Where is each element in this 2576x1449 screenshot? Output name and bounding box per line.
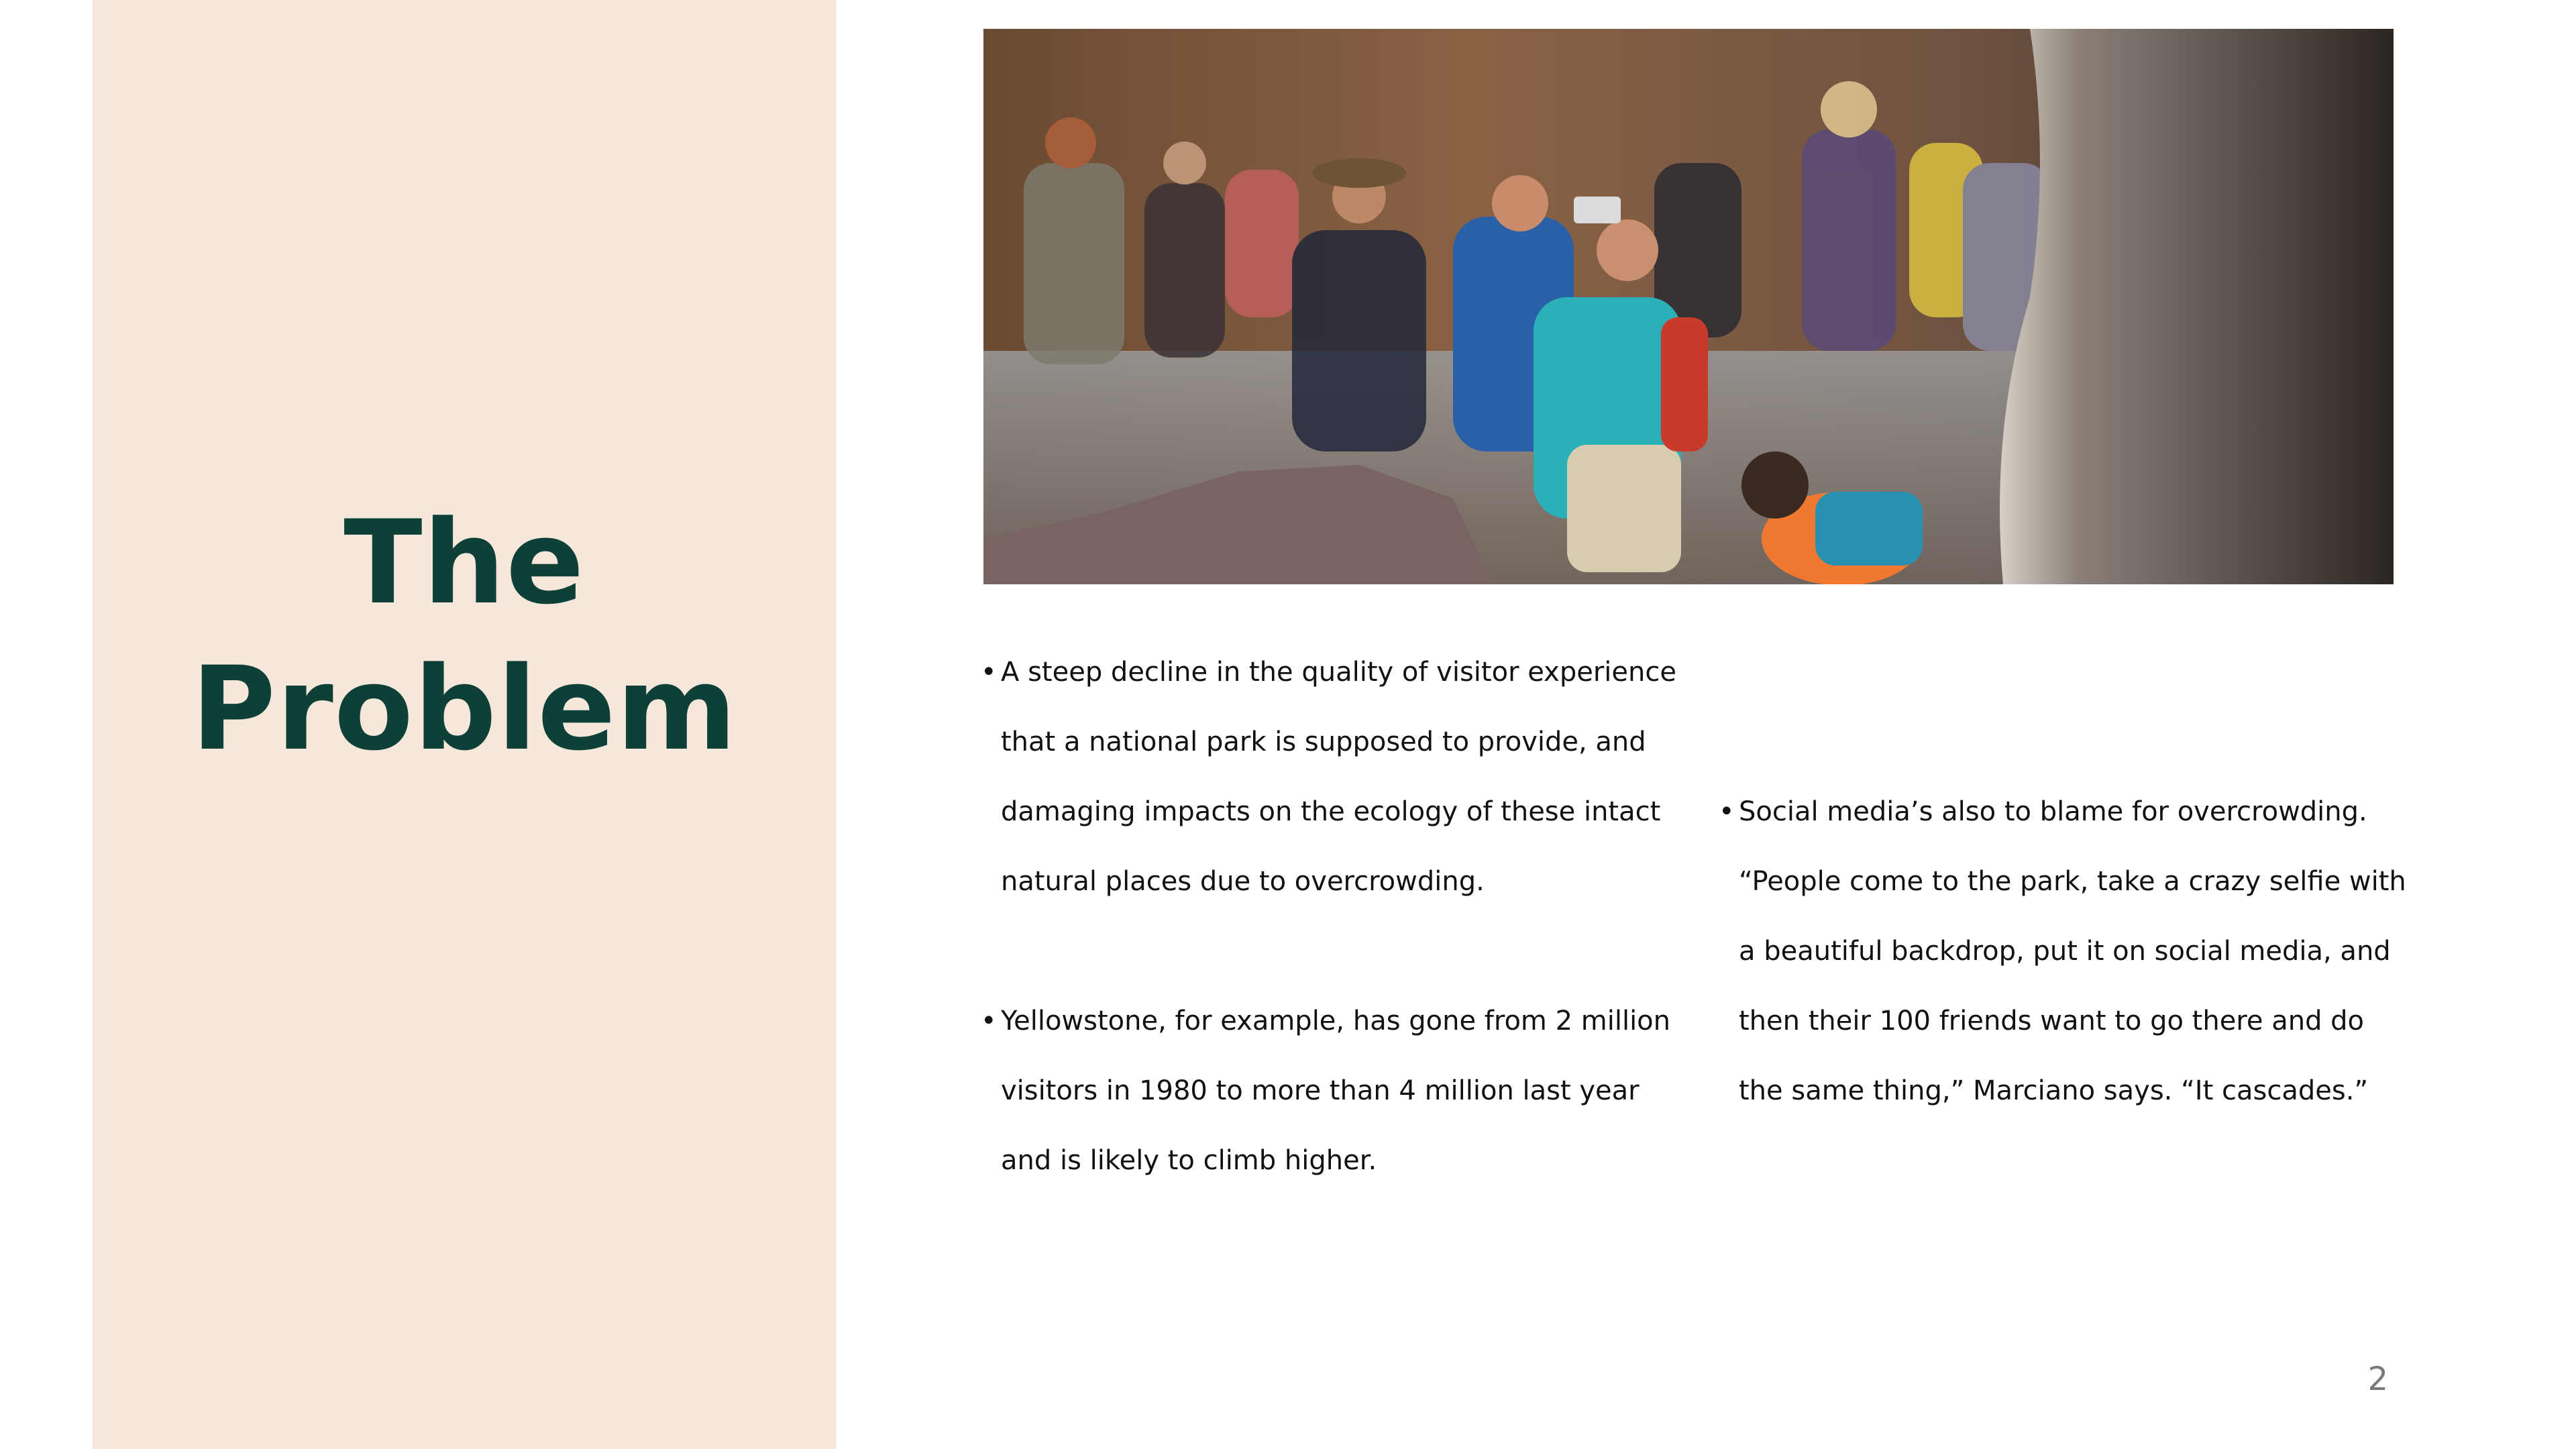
title-line-1: The bbox=[343, 495, 585, 630]
bullet-social-media: • Social media’s also to blame for overcrowding. “People come to the park, take a crazy selfie with a beautiful backdrop, put it on social media, and then their 100 friends want to go there and do the same thing,” Marciano says. “It cascades.” bbox=[1719, 777, 2416, 1126]
hikers-photo bbox=[983, 29, 2394, 584]
title-panel bbox=[93, 0, 836, 1449]
bullet-list-left bbox=[981, 637, 1678, 1265]
bullet-list-right bbox=[1719, 777, 2416, 1195]
photo-illustration bbox=[983, 29, 2394, 584]
slide-title bbox=[93, 490, 836, 782]
bullet-yellowstone: • Yellowstone, for example, has gone from 2 million visitors in 1980 to more than 4 million last year and is likely to climb higher. bbox=[981, 986, 1678, 1195]
title-line-2: Problem bbox=[191, 641, 737, 776]
page-number: 2 bbox=[2367, 1360, 2388, 1398]
bullet-visitor-experience: • A steep decline in the quality of visitor experience that a national park is supposed to provide, and damaging impacts on the ecology of these intact natural places due to overcrowding. bbox=[981, 637, 1678, 916]
